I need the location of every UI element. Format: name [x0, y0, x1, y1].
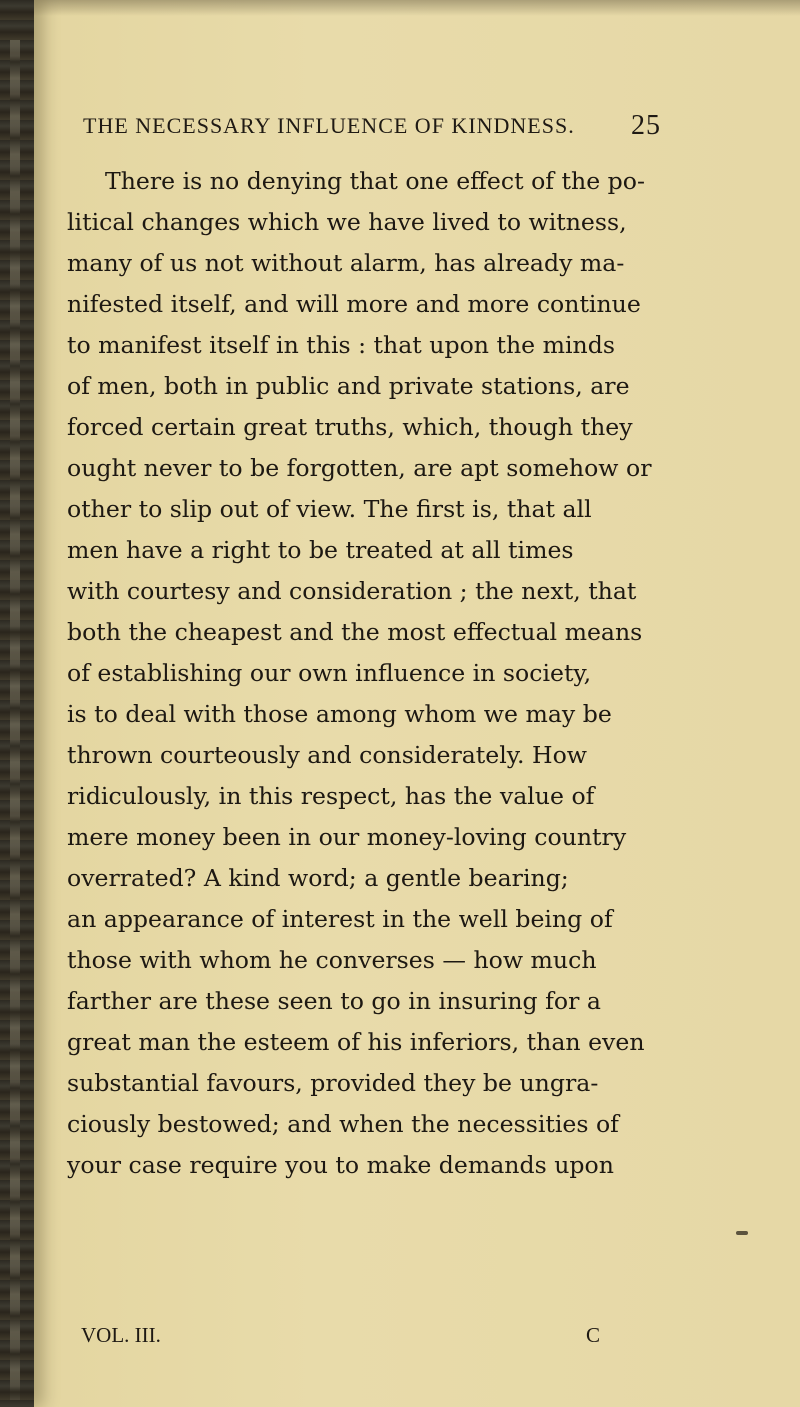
text-line-8: ought never to be forgotten, are apt somehow or — [67, 454, 652, 482]
text-line-1: There is no denying that one effect of the po- — [105, 167, 645, 195]
ink-mark — [736, 1231, 748, 1235]
text-line-13: of establishing our own influence in society, — [67, 659, 592, 687]
text-line-16: ridiculously, in this respect, has the value of — [67, 782, 595, 810]
volume-label: VOL. III. — [81, 1323, 161, 1347]
text-line-14: is to deal with those among whom we may be — [67, 700, 612, 728]
text-line-5: to manifest itself in this : that upon the minds — [67, 331, 615, 359]
text-line-11: with courtesy and consideration ; the next, that — [67, 577, 637, 605]
page-top-shadow — [0, 0, 800, 16]
text-line-3: many of us not without alarm, has already ma- — [67, 249, 625, 277]
page-footer — [81, 1323, 656, 1353]
text-line-21: farther are these seen to go in insuring for a — [67, 987, 601, 1015]
page-number: 25 — [631, 110, 661, 141]
text-line-20: those with whom he converses — how much — [67, 946, 597, 974]
text-line-2: litical changes which we have lived to witness, — [67, 208, 627, 236]
text-line-6: of men, both in public and private stations, are — [67, 372, 630, 400]
text-line-18: overrated? A kind word; a gentle bearing; — [67, 864, 569, 892]
text-line-7: forced certain great truths, which, though they — [67, 413, 633, 441]
text-line-17: mere money been in our money-loving country — [67, 823, 627, 851]
text-line-23: substantial favours, provided they be ungra- — [67, 1069, 599, 1097]
text-line-15: thrown courteously and considerately. How — [67, 741, 587, 769]
signature-mark: C — [586, 1323, 601, 1347]
text-line-19: an appearance of interest in the well being of — [67, 905, 613, 933]
text-line-10: men have a right to be treated at all times — [67, 536, 574, 564]
running-head: THE NECESSARY INFLUENCE OF KINDNESS. — [83, 113, 575, 138]
text-line-24: ciously bestowed; and when the necessities of — [67, 1110, 619, 1138]
text-line-22: great man the esteem of his inferiors, than even — [67, 1028, 645, 1056]
text-line-9: other to slip out of view. The first is, that all — [67, 495, 592, 523]
text-line-12: both the cheapest and the most effectual means — [67, 618, 643, 646]
page-header — [83, 110, 661, 153]
text-line-25: your case require you to make demands upon — [67, 1151, 614, 1179]
binding-stitching — [10, 40, 20, 1400]
book-binding — [0, 0, 34, 1407]
text-line-4: nifested itself, and will more and more continue — [67, 290, 641, 318]
